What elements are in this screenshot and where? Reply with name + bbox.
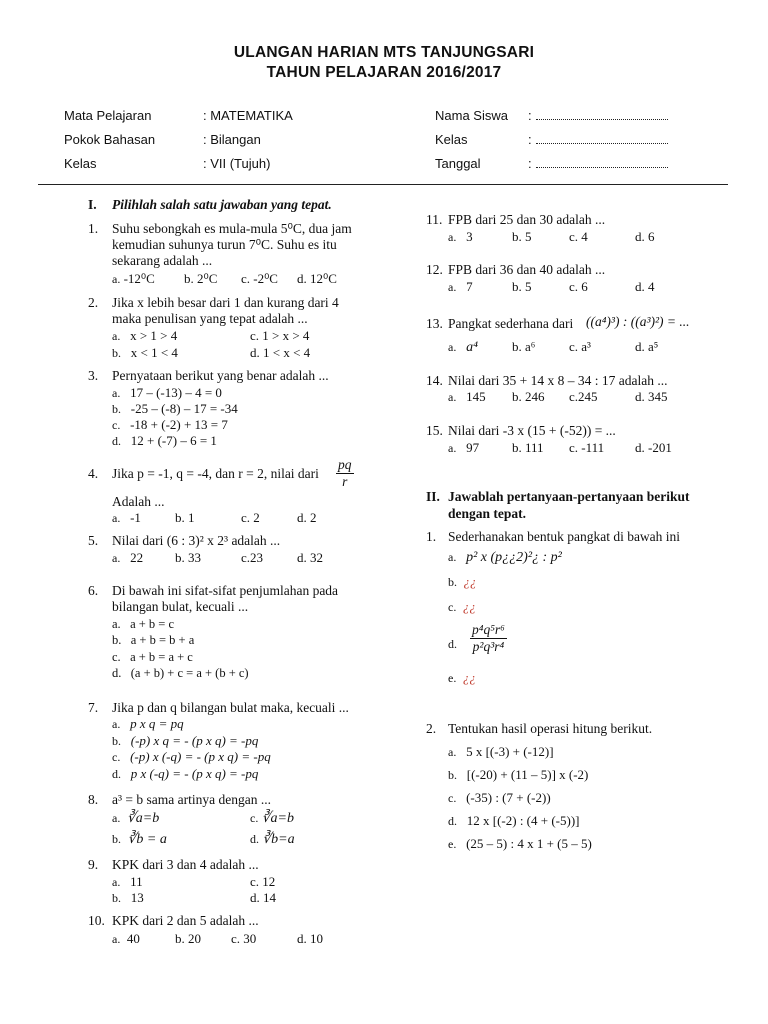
q-text: KPK dari 2 dan 5 adalah ...	[112, 913, 259, 928]
info-colon-name: :	[528, 108, 532, 123]
option-c[interactable]: c. -18 + (-2) + 13 = 7	[112, 417, 228, 432]
option-b[interactable]: b. 13	[112, 890, 144, 905]
option-d[interactable]: d. 10	[297, 931, 323, 946]
class-blank-line	[536, 134, 668, 144]
section2-title-line1: Jawablah pertanyaan-pertanyaan berikut	[448, 489, 690, 504]
option-d[interactable]: d. -201	[635, 440, 672, 455]
q-number: 1.	[426, 529, 437, 544]
q-text: Adalah ...	[112, 494, 165, 509]
q-text: KPK dari 3 dan 4 adalah ...	[112, 857, 259, 872]
option-a[interactable]: a. a + b = c	[112, 617, 175, 631]
q-number: 6.	[88, 583, 99, 598]
option-c[interactable]: c. ∛a=b	[250, 811, 294, 826]
q-number: 15.	[426, 423, 443, 438]
q-text: FPB dari 36 dan 40 adalah ...	[448, 262, 606, 277]
q-number: 10.	[88, 913, 105, 928]
option-d[interactable]: d. 1 < x < 4	[250, 345, 311, 360]
option-a[interactable]: a. 40	[112, 931, 140, 946]
q-text: Jika x lebih besar dari 1 dan kurang dari 4	[112, 295, 339, 310]
info-colon-date: :	[528, 156, 532, 171]
option-a[interactable]: a. a⁴	[448, 340, 478, 355]
option-c[interactable]: c. -111	[569, 440, 605, 455]
item-a: a. 5 x [(-3) + (-12)]	[448, 744, 554, 759]
option-a[interactable]: a. 22	[112, 550, 144, 565]
q-text: sekarang adalah ...	[112, 253, 213, 268]
option-b[interactable]: b. x < 1 < 4	[112, 345, 178, 360]
q-text: Nilai dari -3 x (15 + (-52)) = ...	[448, 423, 616, 438]
option-d[interactable]: d. 6	[635, 229, 655, 244]
option-c[interactable]: c.23	[241, 550, 264, 565]
q-text: Jika p = -1, q = -4, dan r = 2, nilai dari	[112, 466, 319, 481]
option-a[interactable]: a. -12⁰C	[112, 271, 155, 286]
info-value-topic: : Bilangan	[203, 132, 261, 147]
option-a[interactable]: a. 11	[112, 874, 143, 889]
option-c[interactable]: c. 12	[250, 874, 276, 889]
option-b[interactable]: b. 2⁰C	[184, 271, 218, 286]
section2-number: II.	[426, 489, 440, 504]
q-text: a³ = b sama artinya dengan ...	[112, 792, 271, 807]
item-a: a. p² x (p¿¿2)²¿ : p²	[448, 550, 562, 565]
option-b[interactable]: b. a⁶	[512, 339, 536, 354]
option-a[interactable]: a. 7	[448, 279, 473, 294]
option-c[interactable]: c.245	[569, 389, 598, 404]
power-expression: ((a⁴)³) : ((a³)²) = ...	[586, 314, 690, 329]
option-d[interactable]: d. 345	[635, 389, 668, 404]
q-number: 13.	[426, 316, 443, 331]
option-d[interactable]: d. 2	[297, 510, 317, 525]
q-text: Pernyataan berikut yang benar adalah ...	[112, 368, 329, 383]
q-number: 12.	[426, 262, 443, 277]
q-number: 7.	[88, 700, 99, 715]
q-number: 5.	[88, 533, 99, 548]
info-label-class: Kelas	[64, 156, 97, 171]
option-b[interactable]: b. 5	[512, 279, 532, 294]
option-b[interactable]: b. 5	[512, 229, 532, 244]
option-c[interactable]: c. a³	[569, 339, 591, 354]
q-number: 11.	[426, 212, 443, 227]
q-text: FPB dari 25 dan 30 adalah ...	[448, 212, 606, 227]
option-b[interactable]: b. 20	[175, 931, 201, 946]
option-b[interactable]: b. 246	[512, 389, 545, 404]
q-text: Di bawah ini sifat-sifat penjumlahan pada	[112, 583, 339, 598]
q-text: kemudian suhunya turun 7⁰C. Suhu es itu	[112, 237, 337, 252]
q-text: Suhu sebongkah es mula-mula 5⁰C, dua jam	[112, 221, 352, 236]
q-text: Nilai dari (6 : 3)² x 2³ adalah ...	[112, 533, 281, 548]
option-a[interactable]: a. 97	[448, 440, 480, 455]
q-text: Jika p dan q bilangan bulat maka, kecuali ...	[112, 700, 349, 715]
option-b[interactable]: b. 111	[512, 440, 544, 455]
page-title: ULANGAN HARIAN MTS TANJUNGSARI	[233, 44, 535, 61]
option-a[interactable]: a. x > 1 > 4	[112, 328, 178, 343]
q-number: 4.	[88, 466, 99, 481]
info-label-subject: Mata Pelajaran	[64, 108, 152, 123]
option-a[interactable]: a. 17 – (-13) – 4 = 0	[112, 385, 222, 400]
info-label-date: Tanggal	[435, 156, 481, 171]
item-d: d.	[448, 637, 457, 651]
option-d[interactable]: d. p x (-q) = - (p x q) = -pq	[112, 766, 259, 781]
q-text: Sederhanakan bentuk pangkat di bawah ini	[448, 529, 681, 544]
section2-title-line2: dengan tepat.	[448, 506, 527, 521]
info-label-name: Nama Siswa	[435, 108, 508, 123]
page-subtitle: TAHUN PELAJARAN 2016/2017	[266, 64, 502, 81]
fraction-pq-r: $\frac{pq}{r}$	[338, 457, 352, 489]
item-b: b. [(-20) + (11 – 5)] x (-2)	[448, 767, 589, 782]
item-c: c. ¿¿	[448, 599, 476, 614]
option-d[interactable]: d. 32	[297, 550, 323, 565]
option-a[interactable]: a. ∛a=b	[112, 811, 160, 826]
q-text: Tentukan hasil operasi hitung berikut.	[448, 721, 653, 736]
option-c[interactable]: c. 6	[569, 279, 588, 294]
q-number: 2.	[426, 721, 437, 736]
fraction-pqr: $\frac{\text{p⁴q⁵r⁶}}{\text{p²q³r⁴}}$	[472, 622, 505, 654]
q-number: 3.	[88, 368, 99, 383]
date-blank-line	[536, 158, 668, 168]
option-a[interactable]: a. 145	[448, 389, 486, 404]
option-c[interactable]: c. -2⁰C	[241, 271, 278, 286]
option-c[interactable]: c. a + b = a + c	[112, 650, 193, 664]
option-c[interactable]: c. 1 > x > 4	[250, 328, 310, 343]
option-a[interactable]: a. 3	[448, 229, 473, 244]
option-d[interactable]: d. ∛b=a	[250, 832, 295, 847]
q-number: 14.	[426, 373, 443, 388]
option-d[interactable]: d. (a + b) + c = a + (b + c)	[112, 666, 249, 680]
item-c: c. (-35) : (7 + (-2))	[448, 790, 551, 805]
option-b[interactable]: b. ∛b = a	[112, 832, 167, 847]
option-c[interactable]: c. (-p) x (-q) = - (p x q) = -pq	[112, 749, 271, 764]
option-b[interactable]: b. 33	[175, 550, 201, 565]
info-label-topic: Pokok Bahasan	[64, 132, 156, 147]
info-value-class: : VII (Tujuh)	[203, 156, 271, 171]
option-b[interactable]: b. -25 – (-8) – 17 = -34	[112, 401, 238, 416]
option-c[interactable]: c. 4	[569, 229, 588, 244]
header-divider	[38, 184, 728, 185]
option-b[interactable]: b. (-p) x q = - (p x q) = -pq	[112, 733, 259, 748]
info-label-class2: Kelas	[435, 132, 468, 147]
q-text: Pangkat sederhana dari	[448, 316, 574, 331]
option-d[interactable]: d. 14	[250, 890, 276, 905]
section1-title: Pilihlah salah satu jawaban yang tepat.	[112, 197, 332, 212]
option-a[interactable]: a. p x q = pq	[112, 716, 184, 731]
info-value-subject: : MATEMATIKA	[203, 108, 293, 123]
item-b: b. ¿¿	[448, 574, 477, 589]
name-blank-line	[536, 110, 668, 120]
q-number: 1.	[88, 221, 99, 236]
section1-number: I.	[88, 197, 97, 212]
option-d[interactable]: d. 12 + (-7) – 6 = 1	[112, 433, 217, 448]
option-b[interactable]: b. a + b = b + a	[112, 633, 195, 647]
item-e: e. ¿¿	[448, 670, 476, 685]
option-c[interactable]: c. 2	[241, 510, 260, 525]
option-d[interactable]: d. 12⁰C	[297, 271, 337, 286]
option-c[interactable]: c. 30	[231, 931, 257, 946]
item-d: d. 12 x [(-2) : (4 + (-5))]	[448, 813, 580, 828]
option-d[interactable]: d. 4	[635, 279, 655, 294]
q-text: Nilai dari 35 + 14 x 8 – 34 : 17 adalah ...	[448, 373, 668, 388]
q-text: maka penulisan yang tepat adalah ...	[112, 311, 308, 326]
info-colon-class2: :	[528, 132, 532, 147]
option-b[interactable]: b. 1	[175, 510, 195, 525]
item-e: e. (25 – 5) : 4 x 1 + (5 – 5)	[448, 836, 592, 851]
option-a[interactable]: a. -1	[112, 510, 141, 525]
q-text: bilangan bulat, kecuali ...	[112, 599, 249, 614]
q-number: 2.	[88, 295, 99, 310]
option-d[interactable]: d. a⁵	[635, 339, 659, 354]
q-number: 9.	[88, 857, 99, 872]
q-number: 8.	[88, 792, 99, 807]
